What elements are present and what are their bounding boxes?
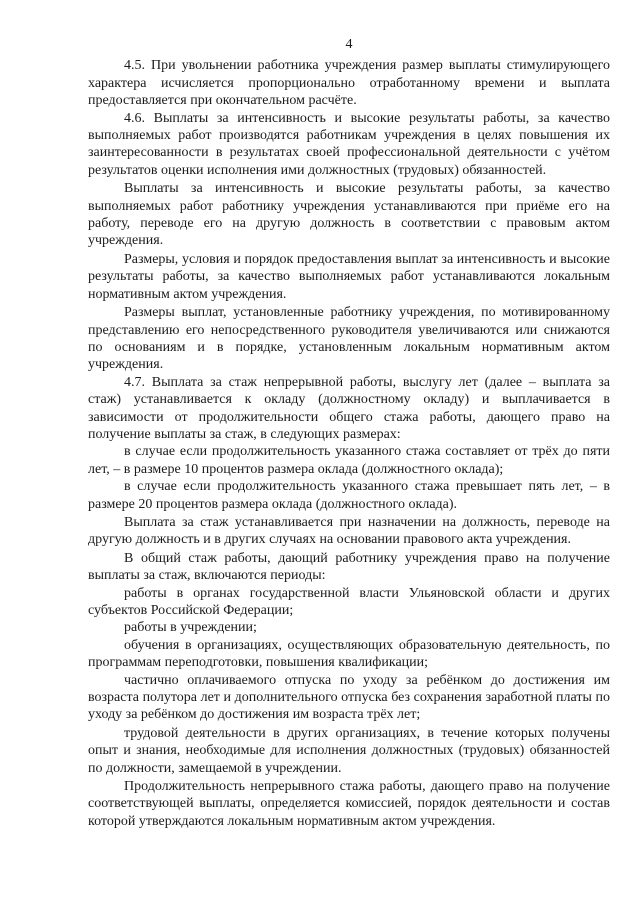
paragraph-bonus-setting: Выплаты за интенсивность и высокие результаты работы, за качество выполняемых работ работнику учреждения устанавливаются при приёме его на работу, переводе его на другую должность в соответствии с правовым актом учреждения.	[88, 181, 610, 249]
paragraph-seniority-periods-intro: В общий стаж работы, дающий работнику учреждения право на получение выплаты за стаж, включаются периоды:	[88, 550, 610, 584]
paragraph-4-7: 4.7. Выплата за стаж непрерывной работы, выслугу лет (далее – выплата за стаж) устанавливается к окладу (должностному окладу) и выплачивается в зависимости от продолжительности общего стажа работы, дающего право на получение выплаты за стаж, в следующих размерах:	[88, 374, 610, 442]
list-item-state-authorities: работы в органах государственной власти Ульяновской области и других субъектов Российской Федерации;	[88, 585, 610, 618]
paragraph-4-6: 4.6. Выплаты за интенсивность и высокие результаты работы, за качество выполняемых работ производятся работникам учреждения в целях повышения их заинтересованности в результатах своей профессиональной деятельности с учётом результатов оценки исполнения ими должностных (трудовых) обязанностей.	[88, 110, 610, 178]
paragraph-commission: Продолжительность непрерывного стажа работы, дающего право на получение соответствующей выплаты, определяется комиссией, порядок деятельности и состав которой утверждаются локальным нормативным актом учреждения.	[88, 779, 610, 829]
paragraph-bonus-amounts: Размеры выплат, установленные работнику учреждения, по мотивированному представлению его непосредственного руководителя увеличиваются или снижаются по основаниям и в порядке, установленным локальным нормативным актом учреждения.	[88, 305, 610, 373]
list-item-institution-work: работы в учреждении;	[124, 620, 257, 636]
paragraph-seniority-appointment: Выплата за стаж устанавливается при назначении на должность, переводе на другую должность и в других случаях на основании правового акта учреждения.	[88, 514, 610, 548]
paragraph-4-5: 4.5. При увольнении работника учреждения размер выплаты стимулирующего характера исчисляется пропорционально отработанному времени и выплата предоставляется при окончательном расчёте.	[88, 58, 610, 109]
list-item-other-organizations: трудовой деятельности в других организациях, в течение которых получены опыт и знания, необходимые для исполнения должностных (трудовых) обязанностей по должности, замещаемой в учреждении.	[88, 725, 610, 776]
paragraph-seniority-over-5-years: в случае если продолжительность указанного стажа превышает пять лет, – в размере 20 процентов размера оклада (должностного оклада).	[88, 479, 610, 512]
list-item-training: обучения в организациях, осуществляющих образовательную деятельность, по программам переподготовки, повышения квалификации;	[88, 637, 610, 671]
page-number: 4	[345, 37, 353, 52]
paragraph-bonus-conditions: Размеры, условия и порядок предоставления выплат за интенсивность и высокие результаты работы, за качество выполняемых работ устанавливаются локальным нормативным актом учреждения.	[88, 251, 610, 302]
list-item-parental-leave: частично оплачиваемого отпуска по уходу за ребёнком до достижения им возраста полутора лет и дополнительного отпуска без сохранения заработной платы по уходу за ребёнком до достижения им возраста трёх лет;	[88, 672, 610, 723]
paragraph-seniority-3-5-years: в случае если продолжительность указанного стажа составляет от трёх до пяти лет, – в размере 10 процентов размера оклада (должностного оклада);	[88, 444, 610, 477]
